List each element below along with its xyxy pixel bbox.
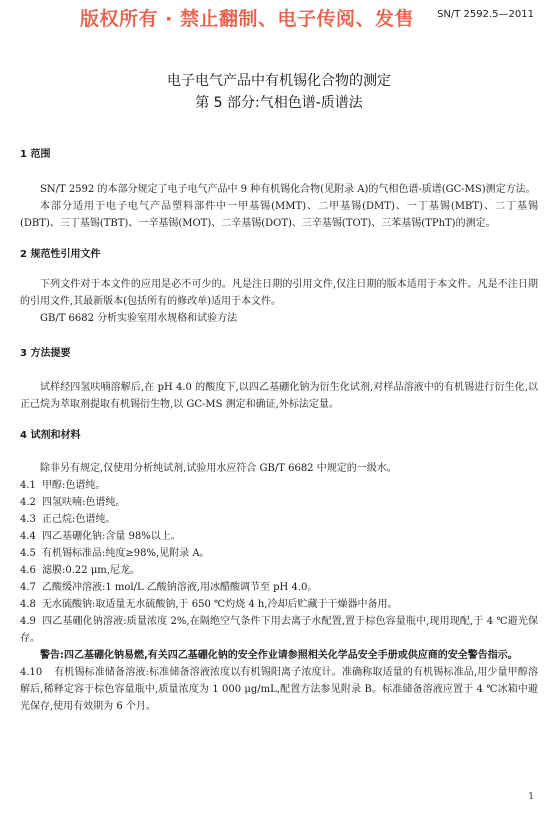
reagent-item bbox=[20, 664, 538, 715]
reagent-item bbox=[20, 613, 538, 647]
standard-number: SN/T 2592.5—2011 bbox=[437, 9, 534, 20]
reagent-item bbox=[20, 596, 538, 613]
item-text: 四乙基硼化钠:含量 98%以上。 bbox=[42, 531, 181, 542]
item-text: 甲醇:色谱纯。 bbox=[42, 480, 106, 491]
item-text: 无水硫酸钠:取适量无水硫酸钠,于 650 ℃灼烧 4 h,冷却后贮藏于干燥器中备用。 bbox=[42, 599, 398, 610]
item-number: 4.6 bbox=[20, 565, 36, 576]
item-text: 有机锡标准品:纯度≥98%,见附录 A。 bbox=[42, 548, 210, 559]
document-subtitle: 第 5 部分:气相色谱-质谱法 bbox=[195, 95, 363, 111]
reagent-item bbox=[20, 579, 538, 596]
references-paragraph: 下列文件对于本文件的应用是必不可少的。凡是注日期的引用文件,仅注日期的版本适用于本文件。凡是不注日期的引用文件,其最新版本(包括所有的修改单)适用于本文件。 bbox=[20, 279, 538, 307]
method-summary-paragraph: 试样经四氢呋喃溶解后,在 pH 4.0 的酸度下,以四乙基硼化钠为衍生化试剂,对样品溶液中的有机锡进行衍生化,以正己烷为萃取剂提取有机锡衍生物,以 GC-MS 测定和确证,外标法定量。 bbox=[20, 382, 538, 410]
item-text: 四氢呋喃:色谱纯。 bbox=[42, 497, 126, 508]
section-heading-scope: 1 范围 bbox=[20, 149, 51, 160]
reagent-item bbox=[20, 477, 538, 494]
item-number: 4.9 bbox=[20, 616, 36, 627]
reagent-item bbox=[20, 528, 538, 545]
item-text: 乙酸缓冲溶液:1 mol/L 乙酸钠溶液,用冰醋酸调节至 pH 4.0。 bbox=[42, 582, 318, 593]
reference-gbt-6682: GB/T 6682 分析实验室用水规格和试验方法 bbox=[40, 313, 238, 324]
item-number: 4.10 bbox=[20, 667, 43, 678]
item-number: 4.5 bbox=[20, 548, 36, 559]
section-heading-normative-references: 2 规范性引用文件 bbox=[20, 249, 101, 260]
page-number: 1 bbox=[528, 792, 534, 802]
reagents-paragraph: 除非另有规定,仅使用分析纯试剂,试验用水应符合 GB/T 6682 中规定的一级水。 bbox=[40, 463, 397, 474]
reagent-item bbox=[20, 494, 538, 511]
copyright-watermark: 版权所有 · 禁止翻制、电子传阅、发售 bbox=[80, 8, 414, 30]
item-text: 正己烷:色谱纯。 bbox=[42, 514, 116, 525]
item-number: 4.8 bbox=[20, 599, 36, 610]
item-text: 四乙基硼化钠溶液:质量浓度 2%,在隔绝空气条件下用去离子水配置,置于棕色容量瓶中,现用现配,于 4 ℃避光保存。 bbox=[20, 616, 538, 644]
item-text: 滤膜:0.22 μm,尼龙。 bbox=[42, 565, 140, 576]
scope-paragraph-1: SN/T 2592 的本部分规定了电子电气产品中 9 种有机锡化合物(见附录 A)的气相色谱-质谱(GC-MS)测定方法。 bbox=[40, 184, 536, 195]
section-heading-method-summary: 3 方法提要 bbox=[20, 348, 71, 359]
document-body bbox=[20, 146, 538, 715]
item-number: 4.3 bbox=[20, 514, 36, 525]
item-number: 4.1 bbox=[20, 480, 36, 491]
item-number: 4.4 bbox=[20, 531, 36, 542]
reagent-item bbox=[20, 511, 538, 528]
item-number: 4.7 bbox=[20, 582, 36, 593]
section-heading-reagents: 4 试剂和材料 bbox=[20, 430, 81, 441]
reagent-item bbox=[20, 545, 538, 562]
item-text: 有机锡标准储备溶液:标准储备溶液浓度以有机锡阳离子浓度计。准确称取适量的有机锡标准品,用少量甲醇溶解后,稀释定容于棕色容量瓶中,质量浓度为 1 000 μg/mL,配置方法参见附录 B。标准储备溶液应置于 4 ℃冰箱中避光保存,使用有效期为 6 个月。 bbox=[20, 667, 538, 712]
reagent-item bbox=[20, 562, 538, 579]
document-title: 电子电气产品中有机锡化合物的测定 bbox=[167, 73, 391, 89]
item-number: 4.2 bbox=[20, 497, 36, 508]
scope-paragraph-2: 本部分适用于电子电气产品塑料部件中一甲基锡(MMT)、二甲基锡(DMT)、一丁基锡(MBT)、二丁基锡(DBT)、三丁基锡(TBT)、一辛基锡(MOT)、二辛基锡(DOT)、三辛基锡(TOT)、三苯基锡(TPhT)的测定。 bbox=[20, 201, 538, 229]
safety-warning: 警告:四乙基硼化钠易燃,有关四乙基硼化钠的安全作业请参照相关化学品安全手册或供应商的安全警告指示。 bbox=[40, 650, 518, 661]
